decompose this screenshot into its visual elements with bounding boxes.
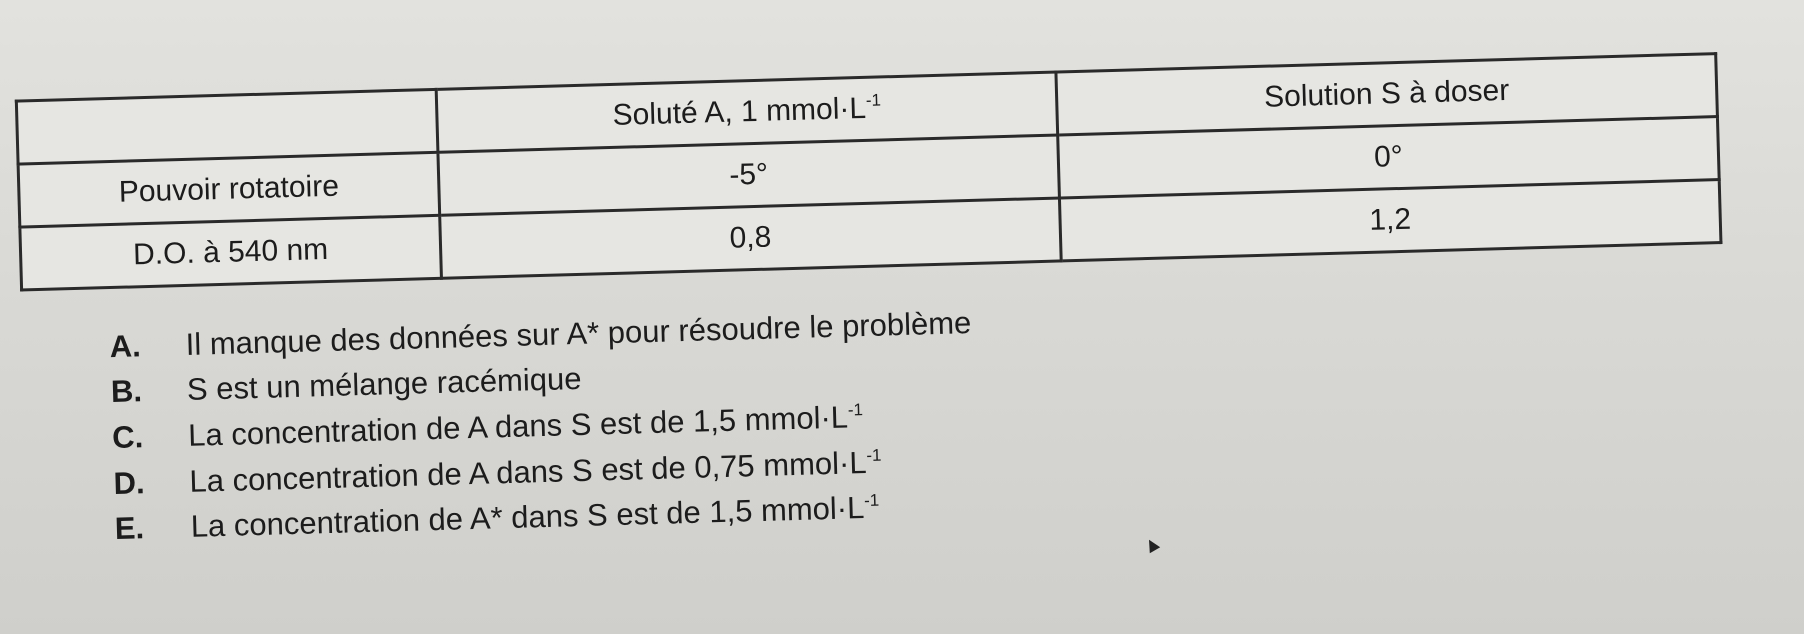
option-c-letter: C.	[111, 419, 144, 456]
cell-pouvoir-rotatoire-s: 0°	[1058, 117, 1720, 198]
data-table	[15, 52, 1723, 291]
option-d-exponent: -1	[866, 445, 882, 465]
header-solute-a-label: Soluté A, 1 mmol·L	[612, 91, 867, 132]
option-e-text: La concentration de A* dans S est de 1,5 mmol·L	[190, 490, 865, 544]
option-a	[109, 305, 971, 365]
cell-do-540-s: 1,2	[1059, 180, 1721, 261]
option-a-text: Il manque des données sur A* pour résoudre le problème	[185, 305, 972, 362]
option-a-letter: A.	[109, 328, 142, 365]
option-e-exponent: -1	[863, 490, 880, 511]
header-empty-cell	[16, 89, 438, 164]
option-d-text: La concentration de A dans S est de 0,75 mmol·L	[189, 444, 868, 499]
row-label-pouvoir-rotatoire: Pouvoir rotatoire	[18, 152, 440, 227]
option-b-letter: B.	[110, 373, 143, 410]
option-c-exponent: -1	[847, 400, 864, 420]
header-solution-s: Solution S à doser	[1056, 54, 1718, 135]
row-label-do-540: D.O. à 540 nm	[20, 215, 442, 290]
option-c-text: La concentration de A dans S est de 1,5 mmol·L	[187, 399, 849, 453]
option-d-letter: D.	[113, 465, 146, 502]
header-solute-a-exponent: -1	[865, 90, 882, 110]
option-e-letter: E.	[114, 510, 145, 546]
option-b	[110, 361, 581, 410]
cell-pouvoir-rotatoire-a: -5°	[438, 135, 1060, 215]
cell-do-540-a: 0,8	[440, 198, 1062, 278]
option-b-text: S est un mélange racémique	[186, 360, 582, 407]
